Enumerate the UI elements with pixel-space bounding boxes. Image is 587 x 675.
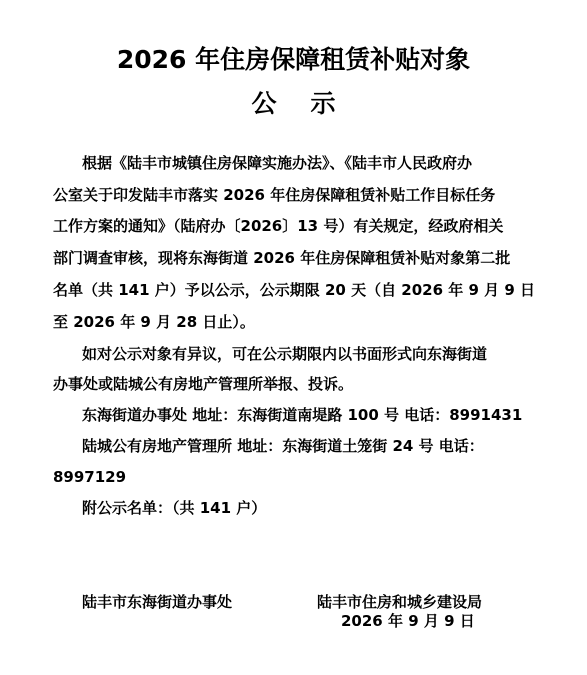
- contact-housing-phone: 8997129: [53, 468, 127, 486]
- notice-subtitle: 公示: [251, 89, 370, 118]
- paragraph-line: 至 2026 年 9 月 28 日止）。: [53, 313, 255, 331]
- contact-dongshan-office: 东海街道办事处 地址：东海街道南堤路 100 号 电话：8991431: [82, 406, 523, 424]
- notice-date: 2026 年 9 月 9 日: [341, 612, 475, 630]
- signature-left: 陆丰市东海街道办事处: [82, 593, 233, 611]
- paragraph-line: 公室关于印发陆丰市落实 2026 年住房保障租赁补贴工作目标任务: [53, 186, 496, 204]
- paragraph-line: 工作方案的通知》（陆府办〔2026〕13 号）有关规定，经政府相关: [53, 217, 504, 235]
- signature-right: 陆丰市住房和城乡建设局: [317, 593, 483, 611]
- paragraph-line: 根据《陆丰市城镇住房保障实施办法》、《陆丰市人民政府办: [82, 154, 473, 172]
- paragraph-line: 部门调查审核，现将东海街道 2026 年住房保障租赁补贴对象第二批: [53, 249, 511, 267]
- paragraph-line: 如对公示对象有异议，可在公示期限内以书面形式向东海街道: [82, 345, 488, 363]
- paragraph-line: 名单（共 141 户）予以公示，公示期限 20 天（自 2026 年 9 月 9 日: [53, 281, 536, 299]
- paragraph-line: 办事处或陆城公有房地产管理所举报、投诉。: [53, 375, 354, 393]
- notice-title: 2026 年住房保障租赁补贴对象: [116, 45, 471, 74]
- attachment-note: 附公示名单：（共 141 户）: [82, 499, 267, 517]
- contact-housing-office: 陆城公有房地产管理所 地址：东海街道土笼街 24 号 电话：: [82, 437, 484, 455]
